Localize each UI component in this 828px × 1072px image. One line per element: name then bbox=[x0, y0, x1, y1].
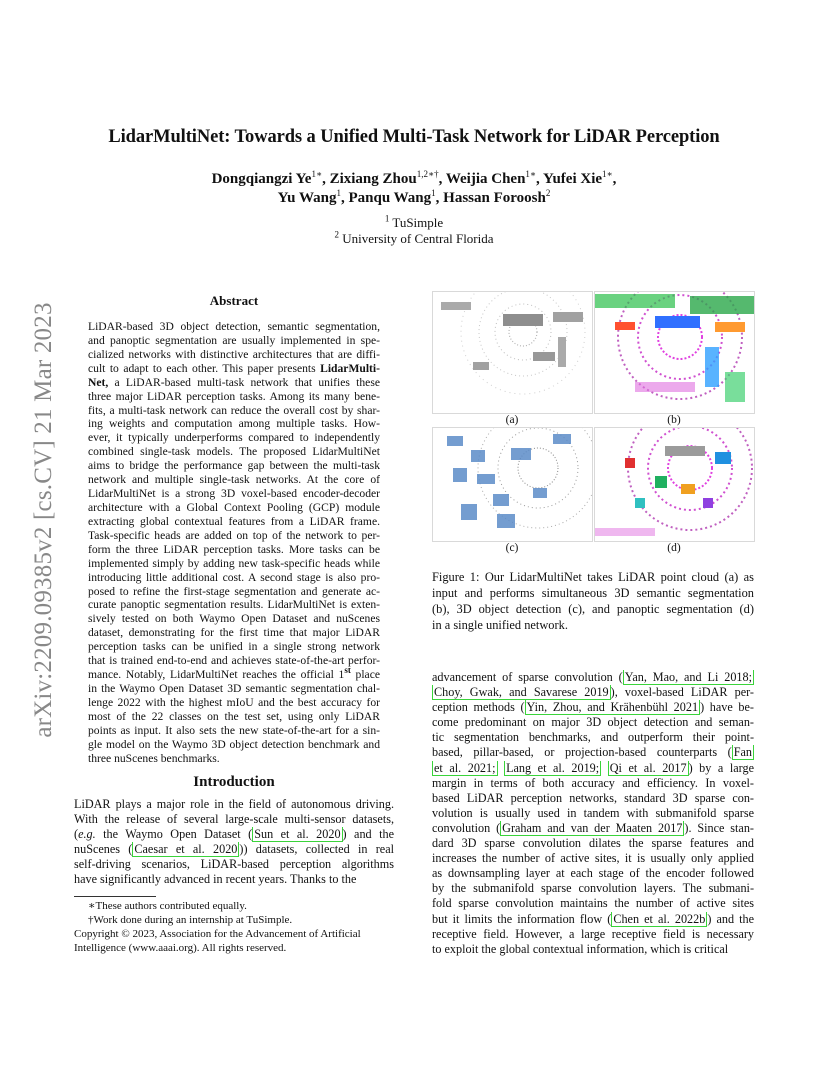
abstract-line: LidarMultiNet is a strong 3D voxel-based encoder-decoder bbox=[88, 487, 380, 501]
author-name: Yu Wang bbox=[277, 190, 337, 206]
figure-label-d: (d) bbox=[667, 542, 681, 554]
author-separator: , bbox=[612, 171, 617, 187]
right-column-line: increases the number of active sites, it is usually only applied bbox=[432, 851, 754, 866]
right-column-line: come predominant on major 3D object detection and seman- bbox=[432, 715, 754, 730]
author-affiliation-mark: 1∗ bbox=[311, 169, 323, 179]
abstract-line: lenge 2022 with the highest mIoU and the best accuracy for bbox=[88, 695, 380, 709]
caption-line: in a single unified network. bbox=[432, 618, 568, 632]
figure-caption bbox=[432, 569, 754, 633]
abstract-line: combined single-task models. The proposed LidarMultiNet bbox=[88, 445, 380, 459]
introduction-heading: Introduction bbox=[193, 774, 275, 790]
right-column-line: based LiDAR perception networks, standard 3D sparse con- bbox=[432, 790, 754, 805]
introduction-line: (e.g. the Waymo Open Dataset ( Sun et al. 2020 ) and the bbox=[74, 827, 394, 842]
caption-line: input and performs simultaneous 3D semantic segmentation bbox=[432, 586, 754, 600]
right-column-line: based, pillar-based, or projection-based counterparts ( Fan bbox=[432, 745, 752, 760]
right-column-line: volution is usually used in tandem with submanifold sparse bbox=[432, 805, 754, 820]
footnote-internship: †Work done during an internship at TuSimple. bbox=[88, 914, 293, 926]
abstract-line: introducing little additional cost. A second stage is also pro- bbox=[88, 570, 380, 584]
author-affiliation-mark: 1∗ bbox=[525, 169, 537, 179]
authors-line-2 bbox=[0, 190, 828, 207]
abstract-line: posed to refine the first-stage segmentation and generate ac- bbox=[88, 584, 380, 598]
introduction-line: have significantly advanced in recent years. Thanks to the bbox=[74, 872, 357, 887]
abstract-line: points as input. It also sets the new state-of-the-art for a sin- bbox=[88, 723, 380, 737]
authors-line-1 bbox=[0, 171, 828, 188]
caption-line: (b), 3D object detection (c), and panoptic segmentation (d) bbox=[432, 602, 754, 616]
abstract-line: curate panoptic segmentation results. LidarMultiNet is exten- bbox=[88, 598, 380, 612]
right-column-line: margin in terms of both accuracy and efficiency. In voxel- bbox=[432, 775, 754, 790]
author-name: Hassan Foroosh bbox=[443, 190, 546, 206]
introduction-body bbox=[74, 797, 394, 888]
author-name: Panqu Wang bbox=[348, 190, 432, 206]
abstract-line: three nuScenes benchmarks. bbox=[88, 751, 220, 765]
right-column-line: convolution ( Graham and van der Maaten 2017 ). Since stan- bbox=[432, 820, 754, 835]
paper-title: LidarMultiNet: Towards a Unified Multi-Task Network for LiDAR Perception bbox=[108, 127, 720, 147]
author-affiliation-mark: 1 bbox=[336, 188, 341, 198]
right-column-line: by the submanifold sparse convolution layers. The submani- bbox=[432, 881, 754, 896]
introduction-line: self-driving scenarios, LiDAR-based perception algorithms bbox=[74, 857, 394, 872]
abstract-line: perception tasks can be unified in a single strong network bbox=[88, 640, 380, 654]
introduction-line: nuScenes ( Caesar et al. 2020 )) datasets, collected in real bbox=[74, 842, 394, 857]
right-column-line: receptive field. However, a large receptive field is necessary bbox=[432, 926, 754, 941]
right-column-line: et al. 2021; Lang et al. 2019; Qi et al. 2017 ) by a large bbox=[434, 760, 754, 775]
author-separator: , bbox=[438, 171, 446, 187]
right-column-line: ception methods ( Yin, Zhou, and Krähenbühl 2021 ) have be- bbox=[432, 700, 754, 715]
abstract-line: cult to adapt to each other. This paper presents LidarMulti- bbox=[88, 361, 380, 375]
right-column-line: but it limits the information flow ( Chen et al. 2022b ) and the bbox=[432, 911, 754, 926]
affiliation-2: $^2$ University of Central Florida bbox=[334, 229, 494, 246]
abstract-line: that is trained end-to-end and achieves state-of-the-art perfor- bbox=[88, 654, 380, 668]
abstract-line: fits, a multi-task network can reduce the overall cost by shar- bbox=[88, 403, 380, 417]
abstract-line: gle model on the Waymo 3D object detection benchmark and bbox=[88, 737, 380, 751]
footnote-equal-contribution: ∗These authors contributed equally. bbox=[88, 900, 247, 912]
author-separator: , bbox=[435, 190, 444, 206]
right-column-line: Choy, Gwak, and Savarese 2019 ), voxel-based LiDAR per- bbox=[434, 685, 754, 700]
copyright-line-1: Copyright © 2023, Association for the Advancement of Artificial bbox=[74, 928, 361, 940]
right-column-line: to exploit the global contextual information, which is critical bbox=[432, 941, 729, 956]
affiliation-1: $^1$ TuSimple bbox=[384, 213, 444, 230]
author-separator: , bbox=[322, 171, 330, 187]
copyright-line-2: Intelligence (www.aaai.org). All rights reserved. bbox=[74, 942, 287, 954]
author-name: Zixiang Zhou bbox=[329, 171, 417, 187]
figure-label-b: (b) bbox=[667, 414, 681, 426]
introduction-line: With the release of several large-scale multi-sensor datasets, bbox=[74, 812, 394, 827]
abstract-line: network and multiple single-task networks. At the core of bbox=[88, 473, 380, 487]
author-name: Weijia Chen bbox=[445, 171, 526, 187]
figure-label-a: (a) bbox=[505, 414, 519, 426]
author-affiliation-mark: 1 bbox=[431, 188, 436, 198]
author-name: Dongqiangzi Ye bbox=[211, 171, 312, 187]
abstract-line: form the three LiDAR perception tasks. More tasks can be bbox=[88, 542, 380, 556]
abstract-line: LiDAR-based 3D object detection, semantic segmentation, bbox=[88, 320, 380, 333]
abstract-line: sively tested on both Waymo Open Dataset and nuScenes bbox=[88, 612, 380, 626]
abstract-line: architecture with a Global Context Pooling (GCP) module bbox=[88, 500, 380, 514]
abstract-line: three major LiDAR perception tasks. Among its many bene- bbox=[88, 389, 380, 403]
abstract-line: extracting global contextual features from a LiDAR frame. bbox=[88, 514, 380, 528]
abstract-line: cialized networks with distinctive architectures that are diffi- bbox=[88, 347, 380, 361]
abstract-line: implemented simply by adding new task-specific heads while bbox=[88, 556, 380, 570]
right-column-line: tic segmentation benchmarks, and outperform their point- bbox=[432, 730, 754, 745]
abstract-line: Task-specific heads are added on top of the network to per- bbox=[88, 528, 380, 542]
abstract-line: dataset, demonstrating for the first time that major LiDAR bbox=[88, 626, 380, 640]
figure-label-c: (c) bbox=[505, 542, 519, 554]
caption-line: Figure 1: Our LidarMultiNet takes LiDAR point cloud (a) as bbox=[432, 570, 754, 584]
introduction-line: LiDAR plays a major role in the field of autonomous driving. bbox=[74, 797, 394, 811]
author-name: Yufei Xie bbox=[543, 171, 603, 187]
abstract-line: in the Waymo Open Dataset 3D semantic segmentation chal- bbox=[88, 681, 380, 695]
author-separator: , bbox=[340, 190, 349, 206]
author-affiliation-mark: 1,2∗† bbox=[416, 169, 439, 179]
abstract-line: ever, it typically underperforms compared to independently bbox=[88, 431, 380, 445]
abstract-line: most of the 22 classes on the test set, using only LiDAR bbox=[88, 709, 380, 723]
abstract-line: mance. Notably, LidarMultiNet reaches the official 1st place bbox=[88, 668, 380, 682]
abstract-line: and panoptic segmentation are usually implemented in spe- bbox=[88, 333, 380, 347]
abstract-line: Net, a LiDAR-based multi-task network that unifies these bbox=[88, 375, 380, 389]
figure-panel-b-semantic-segmentation bbox=[594, 291, 755, 414]
footnote-rule bbox=[74, 896, 156, 897]
arxiv-stamp: arXiv:2209.09385v2 [cs.CV] 21 Mar 2023 bbox=[30, 302, 57, 738]
figure-panel-c-object-detection bbox=[432, 427, 593, 542]
right-column-body bbox=[432, 670, 754, 957]
right-column-line: dard 3D sparse convolution dilates the sparse features and bbox=[432, 836, 754, 851]
abstract-line: aims to bridge the performance gap between the multi-task bbox=[88, 459, 380, 473]
abstract-body bbox=[88, 320, 380, 766]
right-column-line: fold sparse convolution maintains the number of active sites bbox=[432, 896, 754, 911]
abstract-heading: Abstract bbox=[209, 293, 259, 308]
abstract-line: ing weights and computation among multiple tasks. How- bbox=[88, 417, 380, 431]
right-column-line: advancement of sparse convolution ( Yan, Mao, and Li 2018; bbox=[432, 670, 752, 684]
author-affiliation-mark: 2 bbox=[545, 188, 551, 198]
figure-panel-a-point-cloud bbox=[432, 291, 593, 414]
figure-panel-d-panoptic-segmentation bbox=[594, 427, 755, 542]
author-affiliation-mark: 1∗ bbox=[602, 169, 613, 179]
author-separator: , bbox=[536, 171, 543, 187]
right-column-line: as downsampling layer at each stage of the encoder followed bbox=[432, 866, 754, 881]
